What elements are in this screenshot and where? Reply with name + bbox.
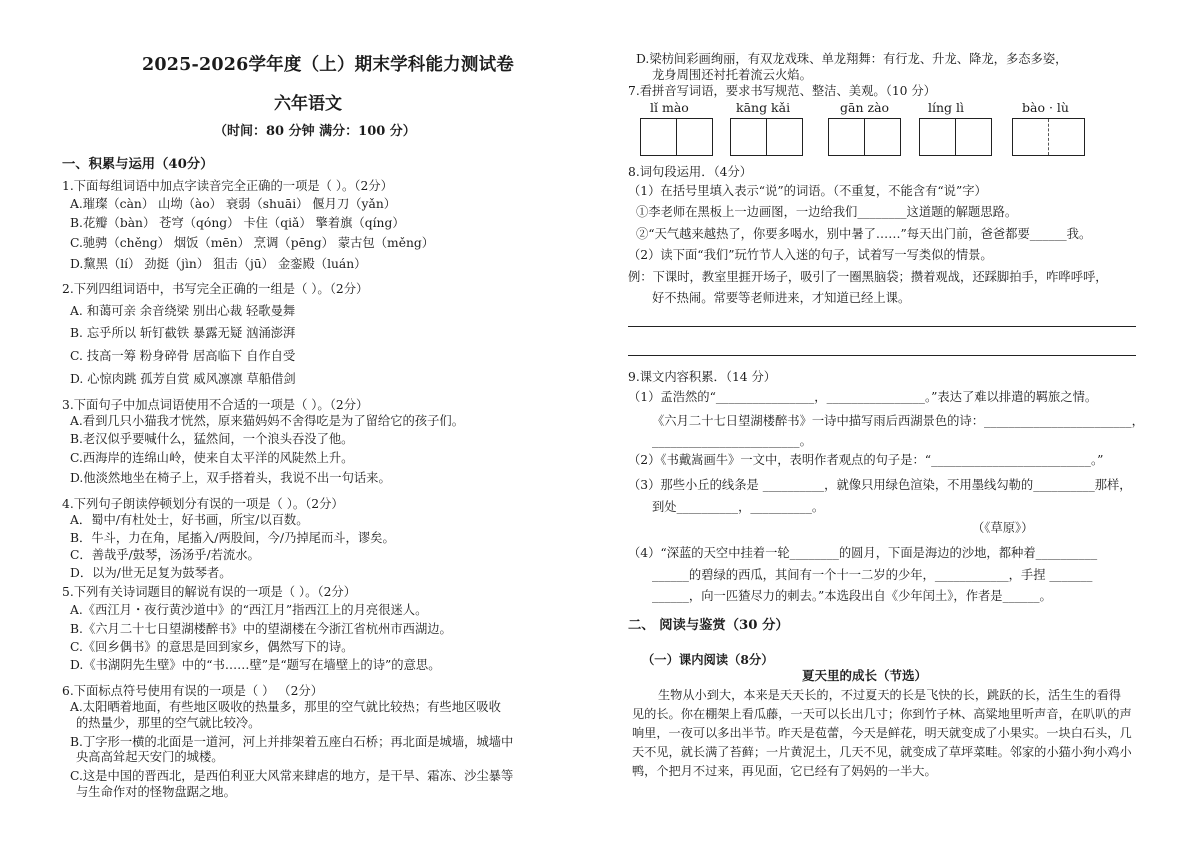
q9-line-6: 到处__________，__________。 — [652, 500, 825, 514]
q8-answer-line-1[interactable] — [628, 326, 1136, 327]
question-line: A. 和蔼可亲 余音绕梁 别出心裁 轻歌曼舞 — [70, 304, 296, 318]
question-line: C.驰骋（chěng） 烟饭（mēn） 烹调（pēng） 蒙古包（měng） — [70, 236, 435, 250]
question-line: A．蜀中/有杜处士，好书画，所宝/以百数。 — [70, 513, 309, 527]
exam-subject: 六年语文 — [274, 94, 342, 114]
question-line: A.看到几只小猫我才恍然，原来猫妈妈不舍得吃是为了留给它的孩子们。 — [70, 414, 464, 428]
question-line: B. 忘乎所以 斩钉截铁 暴露无疑 汹涌澎湃 — [70, 326, 296, 340]
question-line: 2.下列四组词语中，书写完全正确的一组是（ ）。（2分） — [62, 282, 369, 296]
q8-part2: （2）读下面“我们”玩竹节人入迷的句子，试着写一写类似的情景。 — [628, 248, 993, 262]
q7-pinyin-1: lǐ mào — [650, 100, 689, 115]
question-line: C．善哉乎/鼓琴，汤汤乎/若流水。 — [70, 548, 260, 562]
question-line: 6.下面标点符号使用有误的一项是（ ） （2分） — [62, 684, 324, 698]
question-line: 3.下面句子中加点词语使用不合适的一项是（ ）。（2分） — [62, 398, 369, 412]
question-line: C.西海岸的连绵山岭，使来自太平洋的风陡然上升。 — [70, 451, 354, 465]
section-heading: 一、积累与运用（40分） — [62, 157, 214, 172]
q9-line-3: ________________________。 — [652, 434, 812, 448]
q7-pinyin-5: bào · lù — [1022, 100, 1069, 115]
question-line: B.老汉似乎要喊什么，猛然间，一个浪头吞没了他。 — [70, 432, 354, 446]
q8-part1: （1）在括号里填入表示“说”的词语。（不重复，不能含有“说”字） — [628, 184, 987, 198]
question-line: 4.下列句子朗读停顿划分有误的一项是（ ）。（2分） — [62, 497, 344, 511]
q8-answer-line-2[interactable] — [628, 355, 1136, 356]
part2-heading: 二、 阅读与鉴赏（30 分） — [628, 618, 789, 633]
question-line: 与生命作对的怪物盘踞之地。 — [76, 785, 236, 799]
question-line: D.他淡然地坐在椅子上，双手搭着头，我说不出一句话来。 — [70, 471, 391, 485]
question-line: A.《西江月・夜行黄沙道中》的“西江月”指西江上的月亮很迷人。 — [70, 603, 428, 617]
q7-pinyin-4: líng lì — [928, 100, 965, 115]
question-line: 5.下列有关诗词题目的解说有误的一项是（ ）。（2分） — [62, 585, 356, 599]
question-line: B.丁字形一横的北面是一道河，河上并排架着五座白石桥；再北面是城墙，城墙中 — [70, 735, 514, 749]
q9-line-5: （3）那些小丘的线条是 __________，就像只用绿色渲染，不用墨线勾勒的__________那样， — [628, 478, 1132, 492]
question-line: C. 技高一筹 粉身碎骨 居高临下 自作自受 — [70, 349, 296, 363]
q7-pinyin-3: gān zào — [840, 100, 890, 115]
q7-pinyin-2: kāng kǎi — [736, 100, 791, 115]
question-line: D．以为/世无足复为鼓琴者。 — [70, 566, 232, 580]
part2-subheading: （一）课内阅读（8分） — [642, 652, 774, 667]
question-line: A.太阳晒着地面，有些地区吸收的热量多，那里的空气就比较热；有些地区吸收 — [70, 700, 501, 714]
passage-text: 生物从小到大，本来是天天长的，不过夏天的长是飞快的长，跳跃的长，活生生的看得见的长。你在棚架上看瓜藤，一天可以长出几寸；你到竹子林、高粱地里听声音，在叭叭的声响里，一夜可以多出半节。昨天是苞蕾，今天是鲜花，明天就变成了小果实。一块白石头，几天不见，就长满了苔藓；一片黄泥土，几天不见，就变成了草坪菜畦。邻家的小猫小狗小鸡小鸭，个把月不过来，再见面，它已经有了妈妈的一半大。 — [632, 688, 1132, 778]
question-line: B.花瓣（bàn） 苍穹（qóng） 卡住（qiǎ） 擎着旗（qíng） — [70, 216, 405, 230]
passage-title: 夏天里的成长（节选） — [802, 668, 928, 683]
question-line: D.黧黑（lí） 劲挺（jìn） 狙击（jū） 金銮殿（luán） — [70, 257, 367, 271]
q9-line-1: （1）孟浩然的“________________，________________。”表达了难以排遣的羁旅之情。 — [628, 390, 1098, 404]
q7-answer-box-1[interactable] — [640, 118, 713, 156]
q8-part1-b: ②“天气越来越热了，你要多喝水，别中暑了……”每天出门前，爸爸都要______我。 — [636, 227, 1092, 241]
q9-line-7-source: （《草原》） — [972, 521, 1034, 535]
q7-answer-box-3[interactable] — [828, 118, 901, 156]
q7-answer-box-4[interactable] — [919, 118, 992, 156]
q7-answer-box-5[interactable] — [1012, 118, 1085, 156]
question-line: C.这是中国的晋西北，是西伯利亚大风常来肆虐的地方，是干旱、霜冻、沙尘暴等 — [70, 769, 514, 783]
question-line: 央高高耸起天安门的城楼。 — [76, 750, 224, 764]
exam-time-score: （时间：80 分钟 满分：100 分） — [214, 124, 416, 139]
q8-part1-a: ①李老师在黑板上一边画图，一边给我们________这道题的解题思路。 — [636, 205, 1018, 219]
q8-example-line2: 好不热闹。常要等老师进来，才知道已经上课。 — [652, 291, 911, 305]
q6-option-d-line2: 龙身周围还衬托着流云火焰。 — [652, 68, 812, 82]
q9-line-9: ______的碧绿的西瓜，其间有一个十一二岁的少年，____________，手捏 _______ — [652, 568, 1093, 582]
exam-title: 2025-2026学年度（上）期末学科能力测试卷 — [142, 55, 514, 75]
question-line: D. 心惊肉跳 孤芳自赏 威风凛凛 草船借剑 — [70, 372, 296, 386]
q9-line-8: （4）“深蓝的天空中挂着一轮________的圆月，下面是海边的沙地，都种着__________ — [628, 546, 1098, 560]
q7-prompt: 7.看拼音写词语，要求书写规范、整洁、美观。（10 分） — [628, 84, 936, 98]
q6-option-d-line1: D.梁枋间彩画绚丽，有双龙戏珠、单龙翔舞：有行龙、升龙、降龙，多态多姿， — [636, 52, 1068, 66]
q9-line-2: 《六月二十七日望湖楼醉书》一诗中描写雨后西湖景色的诗：________________________， — [652, 414, 1144, 428]
question-line: D.《书湖阴先生壁》中的“书……壁”是“题写在墙壁上的诗”的意思。 — [70, 658, 441, 672]
question-line: C.《回乡偶书》的意思是回到家乡，偶然写下的诗。 — [70, 640, 354, 654]
question-line: 的热量少，那里的空气就比较冷。 — [76, 716, 261, 730]
question-line: B．牛斗，力在角，尾搐入/两股间，今/乃掉尾而斗，谬矣。 — [70, 531, 395, 545]
q8-example-line1: 例：下课时，教室里捱开场子，吸引了一圈黑脑袋；攒着观战，还踩脚拍手，咋哗呼呼， — [628, 270, 1108, 284]
question-line: B.《六月二十七日望湖楼醉书》中的望湖楼在今浙江省杭州市西湖边。 — [70, 622, 452, 636]
q9-line-4: （2）《书戴嵩画牛》一文中，表明作者观点的句子是：“__________________________。” — [628, 453, 1104, 467]
q7-answer-box-2[interactable] — [730, 118, 803, 156]
question-line: A.璀璨（càn） 山坳（ào） 衰弱（shuāi） 偃月刀（yǎn） — [70, 197, 397, 211]
question-line: 1.下面每组词语中加点字读音完全正确的一项是（ ）。（2分） — [62, 179, 393, 193]
q8-prompt: 8.词句段运用．（4分） — [628, 165, 753, 179]
q9-prompt: 9.课文内容积累．（14 分） — [628, 370, 777, 384]
q9-line-10: ______，向一匹猹尽力的刺去。”本选段出自《少年闰土》，作者是______。 — [652, 589, 1052, 603]
